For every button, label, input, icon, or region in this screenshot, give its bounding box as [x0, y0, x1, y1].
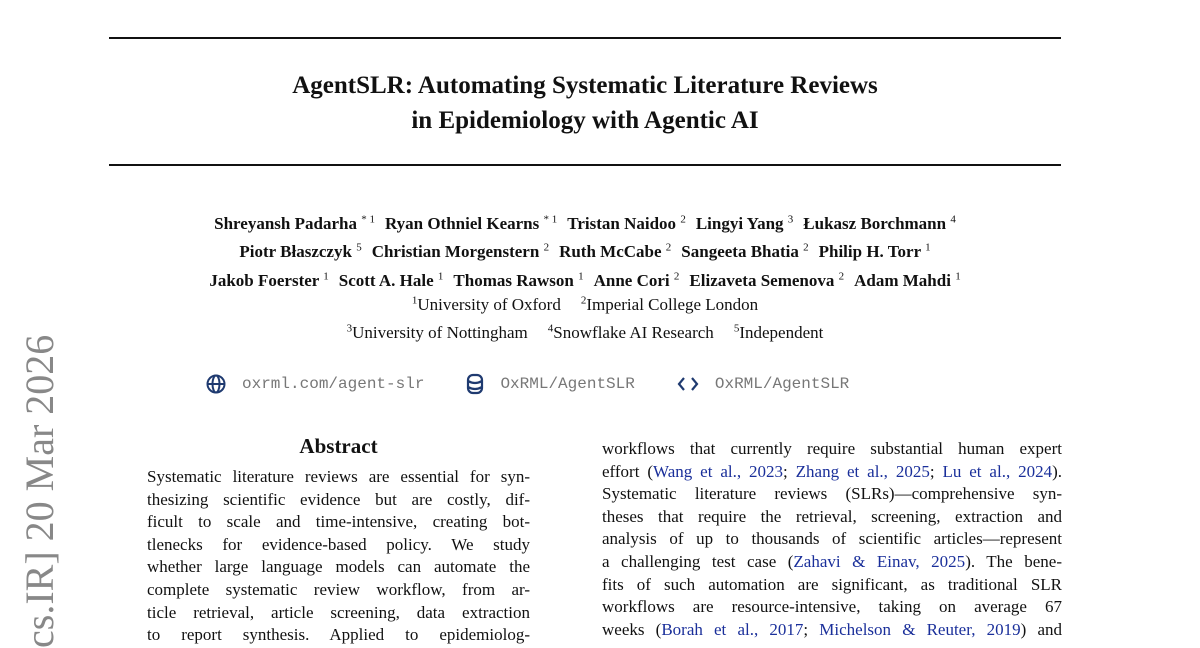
title-line: AgentSLR: Automating Systematic Literature Reviews [292, 72, 878, 99]
author-row [0, 207, 1170, 236]
author-name: Ryan Othniel Kearns [384, 213, 540, 233]
text-span: ). The bene- [965, 551, 1062, 571]
body-line [602, 551, 1062, 574]
author-affiliation-mark: 2 [680, 213, 686, 225]
top-rule [109, 37, 1061, 39]
text-span: effort ( [602, 461, 654, 481]
text-span: analysis of up to thousands of scientific articles—represent [602, 529, 1062, 549]
title-line: in Epidemiology with Agentic AI [411, 107, 759, 134]
author-name: Elizaveta Semenova [689, 270, 835, 290]
bottom-rule [109, 164, 1061, 166]
citation-link[interactable]: Zhang et al., 2025 [795, 461, 930, 481]
affiliation-mark: 4 [547, 322, 554, 335]
affiliation-name: University of Oxford [417, 294, 561, 314]
author-affiliation-mark: 1 [578, 270, 584, 283]
affiliation-row [0, 317, 1170, 346]
code-link-text[interactable]: OxRML/AgentSLR [714, 375, 850, 393]
website-link[interactable] [206, 374, 424, 394]
abstract-line: ticle retrieval, article screening, data extraction [147, 602, 530, 622]
affiliation [412, 295, 561, 314]
text-span: Systematic literature reviews (SLRs)—comprehensive syn- [602, 484, 1062, 504]
author-name: Sangeeta Bhatia [681, 242, 799, 262]
author-list [0, 207, 1170, 293]
globe-icon [206, 374, 226, 394]
citation-link[interactable]: Lu et al., 2024 [942, 461, 1053, 481]
affiliation-mark: 2 [580, 294, 587, 306]
author-name: Łukasz Borchmann [803, 213, 947, 233]
text-span: workflows that currently require substantial human expert [602, 439, 1062, 458]
author-affiliation-mark: 1 [925, 241, 931, 254]
author-affiliation-mark: 1 [437, 270, 444, 283]
abstract-line: whether large language models can automate the [147, 557, 530, 577]
author-name: Tristan Naidoo [567, 213, 677, 233]
body-line [602, 461, 1062, 484]
affiliations [0, 288, 1170, 345]
author-name: Philip H. Torr [818, 242, 921, 262]
author [239, 242, 361, 261]
website-link-text[interactable]: oxrml.com/agent-slr [242, 375, 425, 393]
text-span: ; [783, 461, 796, 481]
author [214, 214, 375, 233]
affiliation [734, 323, 824, 342]
body-line [602, 596, 1062, 619]
author-name: Lingyi Yang [695, 213, 784, 233]
author [385, 214, 557, 233]
text-span: theses that require the retrieval, screening, extraction and [602, 506, 1062, 526]
author [559, 242, 671, 261]
author-name: Anne Cori [593, 270, 670, 290]
text-span: workflows are resource-intensive, taking on average 67 [602, 597, 1062, 617]
author-affiliation-mark: 2 [803, 241, 809, 254]
arxiv-stamp: cs.IR] 20 Mar 2026 [17, 334, 62, 648]
author [803, 214, 956, 233]
author-affiliation-mark: 1 [955, 270, 961, 283]
author [567, 214, 686, 233]
dataset-link-text[interactable]: OxRML/AgentSLR [500, 375, 635, 393]
introduction-body [602, 438, 1062, 641]
author-affiliation-mark: 2 [665, 241, 672, 254]
citation-link[interactable]: Zahavi & Einav, 2025 [793, 551, 966, 571]
resource-links [206, 373, 891, 395]
author-affiliation-mark: 4 [950, 213, 956, 225]
affiliation-mark: 1 [411, 294, 418, 306]
author-name: Scott A. Hale [338, 270, 434, 290]
affiliation-name: Imperial College London [586, 294, 759, 314]
affiliation-mark: 3 [346, 322, 353, 335]
author-affiliation-mark: * 1 [361, 213, 375, 225]
dataset-link[interactable] [466, 373, 634, 395]
body-line [602, 619, 1062, 642]
abstract-line: tlenecks for evidence-based policy. We study [147, 534, 530, 554]
author-affiliation-mark: 1 [323, 270, 329, 283]
body-line [602, 506, 1062, 529]
citation-link[interactable]: Michelson & Reuter, 2019 [819, 619, 1021, 639]
author [696, 214, 793, 233]
author [819, 242, 931, 261]
abstract-line: ficult to scale and time-intensive, creating bot- [147, 512, 530, 532]
author-name: Ruth McCabe [559, 242, 662, 262]
author-affiliation-mark: 2 [673, 270, 680, 283]
text-span: ; [929, 461, 943, 481]
author-affiliation-mark: 3 [787, 213, 794, 225]
citation-link[interactable]: Wang et al., 2023 [653, 461, 783, 481]
author-name: Piotr Błaszczyk [239, 242, 352, 262]
text-span: weeks ( [602, 619, 662, 639]
text-span: ; [803, 619, 820, 639]
affiliation-name: Independent [739, 323, 824, 343]
author-name: Shreyansh Padarha [214, 213, 357, 233]
abstract-line: complete systematic review workflow, from ar- [147, 579, 530, 599]
author-name: Thomas Rawson [453, 270, 574, 290]
author-affiliation-mark: 5 [356, 241, 362, 254]
author-name: Christian Morgenstern [371, 242, 540, 262]
abstract-line: Systematic literature reviews are essential for syn- [147, 467, 530, 486]
author-name: Jakob Foerster [209, 270, 320, 290]
affiliation-name: University of Nottingham [352, 323, 528, 343]
author [681, 242, 808, 261]
author-affiliation-mark: * 1 [543, 213, 558, 225]
text-span: fits of such automation are significant, as traditional SLR [602, 574, 1062, 594]
abstract-heading: Abstract [299, 434, 378, 458]
body-line [602, 483, 1062, 506]
affiliation-mark: 5 [733, 322, 740, 335]
paper-title [0, 68, 1170, 138]
affiliation [581, 295, 758, 314]
code-icon [677, 375, 699, 393]
affiliation [548, 323, 714, 342]
code-link[interactable] [677, 375, 849, 393]
author-affiliation-mark: 2 [543, 241, 550, 254]
text-span: a challenging test case ( [602, 551, 794, 571]
citation-link[interactable]: Borah et al., 2017 [661, 619, 804, 639]
abstract-line: to report synthesis. Applied to epidemiolog- [147, 625, 530, 645]
affiliation-row [0, 288, 1170, 317]
author [372, 242, 549, 261]
text-span: ). [1052, 461, 1063, 481]
affiliation-name: Snowflake AI Research [553, 323, 714, 343]
body-line [602, 528, 1062, 551]
database-icon [466, 373, 484, 395]
body-line [602, 438, 1062, 461]
abstract-line: thesizing scientific evidence but are costly, dif- [147, 489, 530, 509]
abstract-body [147, 466, 530, 647]
author-row [0, 236, 1170, 265]
text-span: ) and [1020, 619, 1062, 639]
author-name: Adam Mahdi [854, 270, 951, 290]
author-affiliation-mark: 2 [838, 270, 845, 283]
affiliation [347, 323, 528, 342]
body-line [602, 574, 1062, 597]
